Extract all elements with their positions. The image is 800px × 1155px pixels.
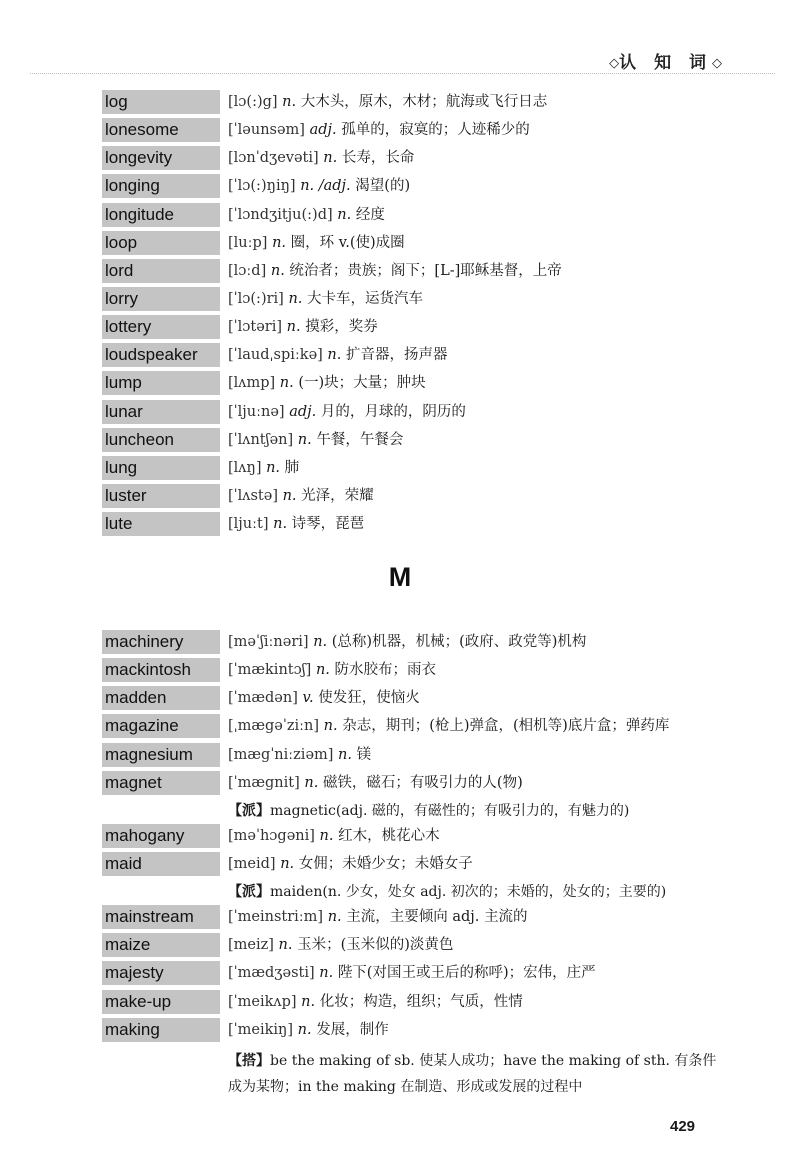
part-of-speech: n. (338, 746, 352, 763)
part-of-speech: n. /adj. (300, 178, 351, 195)
part-of-speech: n. (313, 634, 328, 650)
headword: magnesium (102, 743, 220, 767)
pronunciation: [luːp] (228, 234, 268, 251)
part-of-speech: n. (270, 262, 285, 279)
part-of-speech: n. (304, 774, 319, 791)
definition (228, 686, 420, 710)
part-of-speech: n. (278, 937, 293, 954)
entry-note (102, 1046, 728, 1100)
meaning: 化妆；构造，组织；气质，性情 (319, 993, 523, 1010)
definition (228, 824, 440, 848)
meaning: 陛下(对国王或王后的称呼)；宏伟，庄严 (337, 965, 596, 982)
entry-row (102, 259, 722, 287)
definition (228, 852, 473, 876)
pronunciation: [ˈlɔndʒitju(:)d] (228, 206, 333, 223)
pronunciation: [ˈmækintɔʃ] (228, 662, 312, 679)
meaning: 统治者；贵族；阁下；[L-]耶稣基督，上帝 (289, 262, 562, 279)
note-text: be the making of sb. 使某人成功；have the making of sth. 有条件成为某物；in the making 在制造、形成或发展的过程中 (228, 1052, 717, 1095)
definition (228, 658, 436, 682)
entry-row (102, 512, 722, 540)
meaning: 孤单的，寂寞的；人迹稀少的 (341, 122, 530, 139)
headword: loop (102, 231, 220, 255)
meaning: 扩音器，扬声器 (345, 347, 448, 364)
headword: machinery (102, 630, 220, 654)
meaning: 主流，主要倾向 adj. 主流的 (346, 909, 528, 926)
definition (228, 743, 371, 767)
meaning: 诗琴，琵琶 (291, 516, 365, 533)
pronunciation: [lɔ(:)g] (228, 94, 278, 110)
meaning: 女佣；未婚少女；未婚女子 (298, 855, 473, 872)
pronunciation: [ˈmeikiŋ] (228, 1021, 294, 1038)
definition (228, 371, 426, 395)
definition (228, 90, 547, 114)
entry-row (102, 343, 722, 371)
part-of-speech: n. (286, 319, 301, 336)
part-of-speech: n. (315, 662, 330, 679)
headword: making (102, 1018, 220, 1042)
note-text: magnetic(adj. 磁的，有磁性的；有吸引力的，有魅力的) (270, 802, 630, 819)
part-of-speech: n. (266, 459, 281, 476)
headword: log (102, 90, 220, 114)
pronunciation: [lʌŋ] (228, 459, 262, 476)
entry-row (102, 484, 722, 512)
part-of-speech: n. (323, 150, 338, 167)
meaning: 镁 (356, 746, 372, 763)
meaning: 红木，桃花心木 (338, 827, 440, 844)
headword: longevity (102, 146, 220, 170)
entry-row (102, 743, 722, 771)
note-tag: 【派】 (228, 802, 270, 819)
definition (228, 512, 364, 536)
part-of-speech: n. (272, 234, 287, 251)
definition (228, 343, 447, 367)
note-text: maiden(n. 少女，处女 adj. 初次的；未婚的，处女的；主要的) (270, 884, 667, 901)
entry-row (102, 428, 722, 456)
pronunciation: [ˈlɔ(:)ŋiŋ] (228, 178, 296, 195)
definition (228, 428, 403, 452)
entry-row (102, 90, 722, 118)
meaning: 午餐，午餐会 (316, 431, 404, 448)
headword: majesty (102, 961, 220, 985)
entry-row (102, 371, 722, 399)
headword: make-up (102, 990, 220, 1014)
definition (228, 933, 453, 957)
entry-row (102, 400, 722, 428)
headword: magnet (102, 771, 220, 795)
part-of-speech: n. (301, 993, 316, 1010)
pronunciation: [məˈhɔgəni] (228, 827, 315, 844)
pronunciation: [ˈljuːnə] (228, 403, 285, 420)
part-of-speech: n. (337, 206, 352, 223)
pronunciation: [lɔːd] (228, 262, 267, 279)
meaning: 磁铁，磁石；有吸引力的人(物) (322, 774, 523, 791)
definition (228, 484, 374, 508)
meaning: 玉米；(玉米似的)淡黄色 (297, 937, 454, 954)
pronunciation: [ˈlɔtəri] (228, 319, 283, 336)
entry-row (102, 961, 722, 989)
pronunciation: [ˈmædən] (228, 690, 298, 707)
part-of-speech: n. (279, 375, 294, 392)
pronunciation: [ˈmeinstriːm] (228, 909, 324, 926)
entry-row (102, 146, 722, 174)
meaning: 肺 (284, 459, 300, 476)
meaning: 月的，月球的，阴历的 (320, 403, 466, 420)
definition (228, 771, 523, 795)
entry-row (102, 686, 722, 714)
pronunciation: [ljuːt] (228, 516, 269, 533)
pronunciation: [ˈmædʒəsti] (228, 965, 315, 982)
entry-row (102, 231, 722, 259)
definition (228, 146, 414, 170)
header-title: 认 知 词 (619, 53, 712, 73)
pronunciation: [ˈlɔ(:)ri] (228, 290, 284, 307)
part-of-speech: adj. (309, 122, 337, 139)
definition (228, 630, 586, 654)
headword: madden (102, 686, 220, 710)
pronunciation: [ˈlaudˌspiːkə] (228, 347, 323, 364)
meaning: (一)块；大量；肿块 (298, 375, 426, 392)
meaning: (总称)机器，机械；(政府、政党等)机构 (331, 634, 587, 650)
meaning: 经度 (355, 206, 385, 223)
part-of-speech: v. (302, 690, 314, 707)
headword: mackintosh (102, 658, 220, 682)
meaning: 防水胶布；雨衣 (334, 662, 436, 679)
pronunciation: [meiz] (228, 937, 274, 954)
entry-row (102, 630, 722, 658)
part-of-speech: n. (282, 94, 297, 110)
definition (228, 118, 530, 142)
note-tag: 【搭】 (228, 1052, 270, 1069)
headword: lute (102, 512, 220, 536)
diamond-icon: ◇ (609, 56, 620, 71)
entry-row (102, 771, 722, 799)
headword: magazine (102, 714, 220, 738)
section-m-entries (102, 630, 722, 1100)
entry-row (102, 658, 722, 686)
pronunciation: [ˈlʌntʃən] (228, 431, 294, 448)
part-of-speech: n. (280, 855, 295, 872)
entry-row (102, 118, 722, 146)
entry-note (102, 799, 722, 824)
headword: longitude (102, 203, 220, 227)
definition (228, 315, 378, 339)
definition (228, 961, 596, 985)
entry-row (102, 990, 722, 1018)
entry-row (102, 1018, 722, 1046)
entry-row (102, 824, 722, 852)
definition (228, 905, 528, 929)
meaning: 光泽，荣耀 (301, 487, 374, 504)
entry-row (102, 315, 722, 343)
entry-row (102, 933, 722, 961)
pronunciation: [ˈləunsəm] (228, 122, 305, 139)
note-tag: 【派】 (228, 884, 270, 901)
section-l-entries (102, 90, 722, 540)
part-of-speech: n. (273, 516, 288, 533)
part-of-speech: n. (282, 487, 297, 504)
definition (228, 174, 410, 198)
meaning: 杂志，期刊；(枪上)弹盒，(相机等)底片盒；弹药库 (342, 718, 670, 735)
part-of-speech: n. (327, 347, 342, 364)
definition (228, 990, 523, 1014)
headword: maid (102, 852, 220, 876)
part-of-speech: n. (327, 909, 342, 926)
part-of-speech: n. (323, 718, 338, 735)
part-of-speech: n. (288, 290, 303, 307)
part-of-speech: n. (319, 827, 334, 844)
headword: lump (102, 371, 220, 395)
pronunciation: [meid] (228, 855, 276, 872)
entry-row (102, 456, 722, 484)
headword: lord (102, 259, 220, 283)
entry-row (102, 174, 722, 202)
meaning: 长寿，长命 (341, 150, 415, 167)
definition (228, 231, 405, 255)
pronunciation: [mægˈniːziəm] (228, 746, 334, 763)
headword: lottery (102, 315, 220, 339)
pronunciation: [ˈlʌstə] (228, 487, 278, 504)
definition (228, 287, 423, 311)
headword: longing (102, 174, 220, 198)
entry-row (102, 203, 722, 231)
definition (228, 259, 562, 283)
meaning: 大卡车，运货汽车 (307, 290, 423, 307)
part-of-speech: adj. (289, 403, 317, 420)
meaning: 圈，环 v.(使)成圈 (290, 234, 405, 251)
header-rule (30, 73, 775, 74)
definition (228, 1018, 389, 1042)
pronunciation: [lʌmp] (228, 375, 276, 392)
pronunciation: [ˈmægnit] (228, 774, 300, 791)
part-of-speech: n. (297, 1021, 312, 1038)
headword: lunar (102, 400, 220, 424)
pronunciation: [ˌmægəˈziːn] (228, 718, 320, 735)
headword: mahogany (102, 824, 220, 848)
part-of-speech: n. (297, 431, 312, 448)
diamond-icon: ◇ (712, 56, 722, 71)
headword: luncheon (102, 428, 220, 452)
entry-row (102, 287, 722, 315)
definition (228, 203, 385, 227)
headword: lung (102, 456, 220, 480)
pronunciation: [məˈʃiːnəri] (228, 634, 309, 650)
meaning: 渴望(的) (355, 178, 411, 195)
headword: mainstream (102, 905, 220, 929)
page-number: 429 (670, 1118, 696, 1135)
entry-row (102, 905, 722, 933)
entry-row (102, 714, 722, 742)
meaning: 使发狂，使恼火 (318, 690, 420, 707)
meaning: 大木头，原木，木材；航海或飞行日志 (300, 94, 548, 110)
pronunciation: [ˈmeikʌp] (228, 993, 297, 1010)
letter-heading: M (388, 562, 412, 592)
meaning: 发展，制作 (316, 1021, 389, 1038)
meaning: 摸彩，奖券 (305, 319, 378, 336)
pronunciation: [lɔnˈdʒevəti] (228, 150, 319, 167)
headword: loudspeaker (102, 343, 220, 367)
headword: lorry (102, 287, 220, 311)
entry-note (102, 880, 722, 905)
page-header (609, 48, 722, 73)
headword: lonesome (102, 118, 220, 142)
headword: maize (102, 933, 220, 957)
part-of-speech: n. (319, 965, 334, 982)
definition (228, 714, 669, 738)
headword: luster (102, 484, 220, 508)
definition (228, 400, 466, 424)
definition (228, 456, 299, 480)
entry-row (102, 852, 722, 880)
